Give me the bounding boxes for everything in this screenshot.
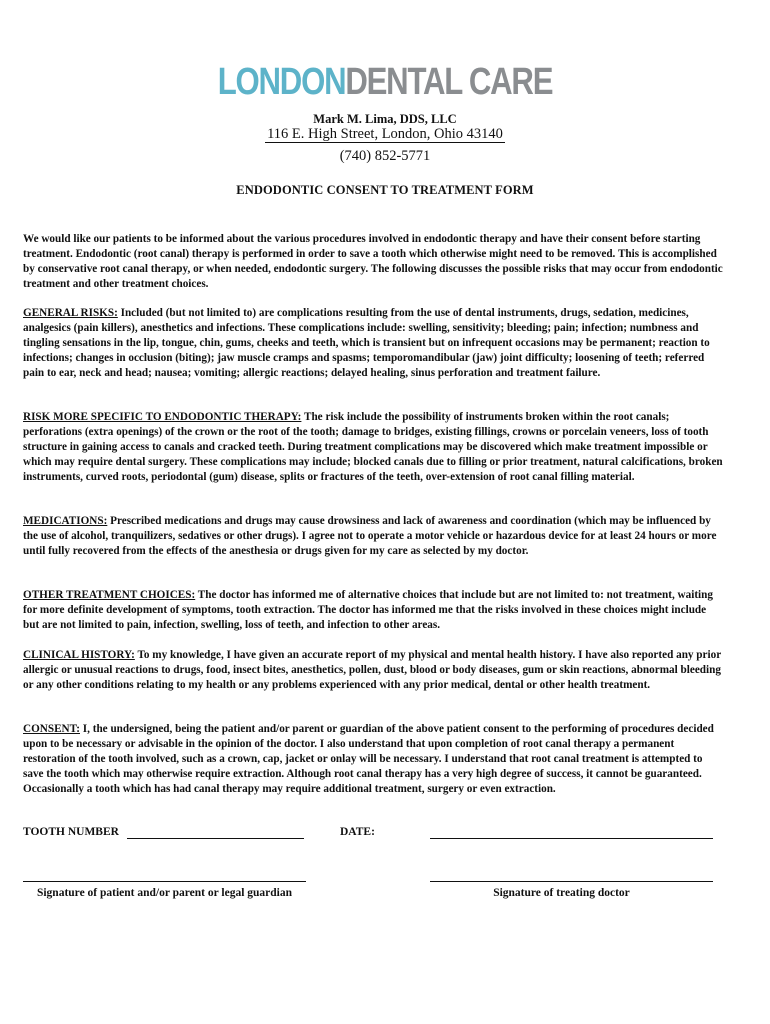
section-endodontic-risks [23,410,723,485]
section-text: I, the undersigned, being the patient and/or parent or guardian of the above patient consent to the performing of procedures decided upon to be necessary or advisable in the opinion of the doctor. I also understand that upon completion of root canal therapy a permanent restoration of the tooth involved, such as a crown, cap, jacket or onlay will be necessary. I understand that root canal treatment is attempted to save the tooth which may otherwise require extraction. Although root canal therapy has a very high degree of success, it cannot be guaranteed. Occasionally a tooth which has had canal therapy may require additional treatment, surgery or even extraction. [23,723,714,795]
section-heading: GENERAL RISKS: [23,307,118,319]
section-heading: CLINICAL HISTORY: [23,649,135,661]
tooth-number-label: TOOTH NUMBER [23,826,119,838]
section-medications [23,514,723,559]
practice-phone: (740) 852-5771 [339,148,431,164]
section-other-treatment-choices [23,588,723,633]
section-heading: RISK MORE SPECIFIC TO ENDODONTIC THERAPY: [23,411,302,423]
logo-part-2: DENTAL CARE [345,61,553,103]
london-dental-care-logo [69,60,700,104]
doctor-name: Mark M. Lima, DDS, LLC [313,112,457,126]
section-clinical-history [23,648,723,693]
patient-signature-label: Signature of patient and/or parent or legal guardian [36,887,293,899]
section-text: To my knowledge, I have given an accurate report of my physical and mental health history. I have also reported any prior allergic or unusual reactions to drugs, food, insect bites, anesthetics, pollen, dust, blood or body diseases, gum or skin reactions, abnormal bleeding or any other conditions relating to my health or any problems experienced with any prior medical, dental or other health treatment. [23,649,721,691]
section-consent [23,722,723,797]
practice-address-text: 116 E. High Street, London, Ohio 43140 [267,126,503,142]
patient-signature-field[interactable] [23,881,306,882]
section-heading: OTHER TREATMENT CHOICES: [23,589,196,601]
section-text: Included (but not limited to) are complications resulting from the use of dental instruments, drugs, sedation, medicines, analgesics (pain killers), anesthetics and infections. These complications include: swelling, sensitivity; bleeding; pain; infection; numbness and tingling sensations in the lip, tongue, chin, gums, cheeks and teeth, which is transient but on infrequent occasions may be permanent; reaction to infections; changes in occlusion (biting); jaw muscle cramps and spasms; temporomandibular (jaw) joint difficulty; loosening of teeth; referred pain to ear, neck and head; nausea; vomiting; allergic reactions; delayed healing, sinus perforation and treatment failure. [23,307,710,379]
form-title: ENDODONTIC CONSENT TO TREATMENT FORM [236,183,534,197]
section-heading: CONSENT: [23,723,80,735]
section-text: Prescribed medications and drugs may cause drowsiness and lack of awareness and coordination (which may be influenced by the use of alcohol, tranquilizers, sedatives or other drugs). I agree not to operate a motor vehicle or hazardous device for at least 24 hours or more until fully recovered from the effects of the anesthesia or drugs given for my care as selected by my doctor. [23,515,717,557]
date-field[interactable] [430,838,713,839]
section-heading: MEDICATIONS: [23,515,108,527]
doctor-signature-label: Signature of treating doctor [493,887,630,899]
date-label: DATE: [340,826,375,838]
practice-address [0,126,770,143]
section-text: The doctor has informed me of alternative choices that include but are not limited to: not treatment, waiting for more definite development of symptoms, tooth extraction. The doctor has informed me that the risks involved in these choices might include but are not limited to pain, infection, swelling, loss of teeth, and infection to other areas. [23,589,713,631]
logo-part-1: LONDON [217,61,346,103]
intro-paragraph: We would like our patients to be informed about the various procedures involved in endodontic therapy and have their consent before starting treatment. Endodontic (root canal) therapy is performed in order to save a tooth which otherwise might need to be removed. This is accomplished by conservative root canal therapy, or when needed, endodontic surgery. The following discusses the possible risks that may occur from endodontic treatment and other treatment choices. [23,233,723,290]
section-text: The risk include the possibility of instruments broken within the root canals; perforations (extra openings) of the crown or the root of the tooth; damage to bridges, existing fillings, crowns or porcelain veneers, loss of tooth structure in gaining access to canals and cracked teeth. During treatment complications may be discovered which make treatment impossible or which may require dental surgery. These complications may include; blocked canals due to filling or prior treatment, natural calcifications, broken instruments, curved roots, periodontal (gum) disease, splits or fractures of the teeth, over-extension of root canal filling material. [23,411,723,483]
section-general-risks [23,306,723,381]
tooth-number-field[interactable] [127,838,304,839]
doctor-signature-field[interactable] [430,881,713,882]
